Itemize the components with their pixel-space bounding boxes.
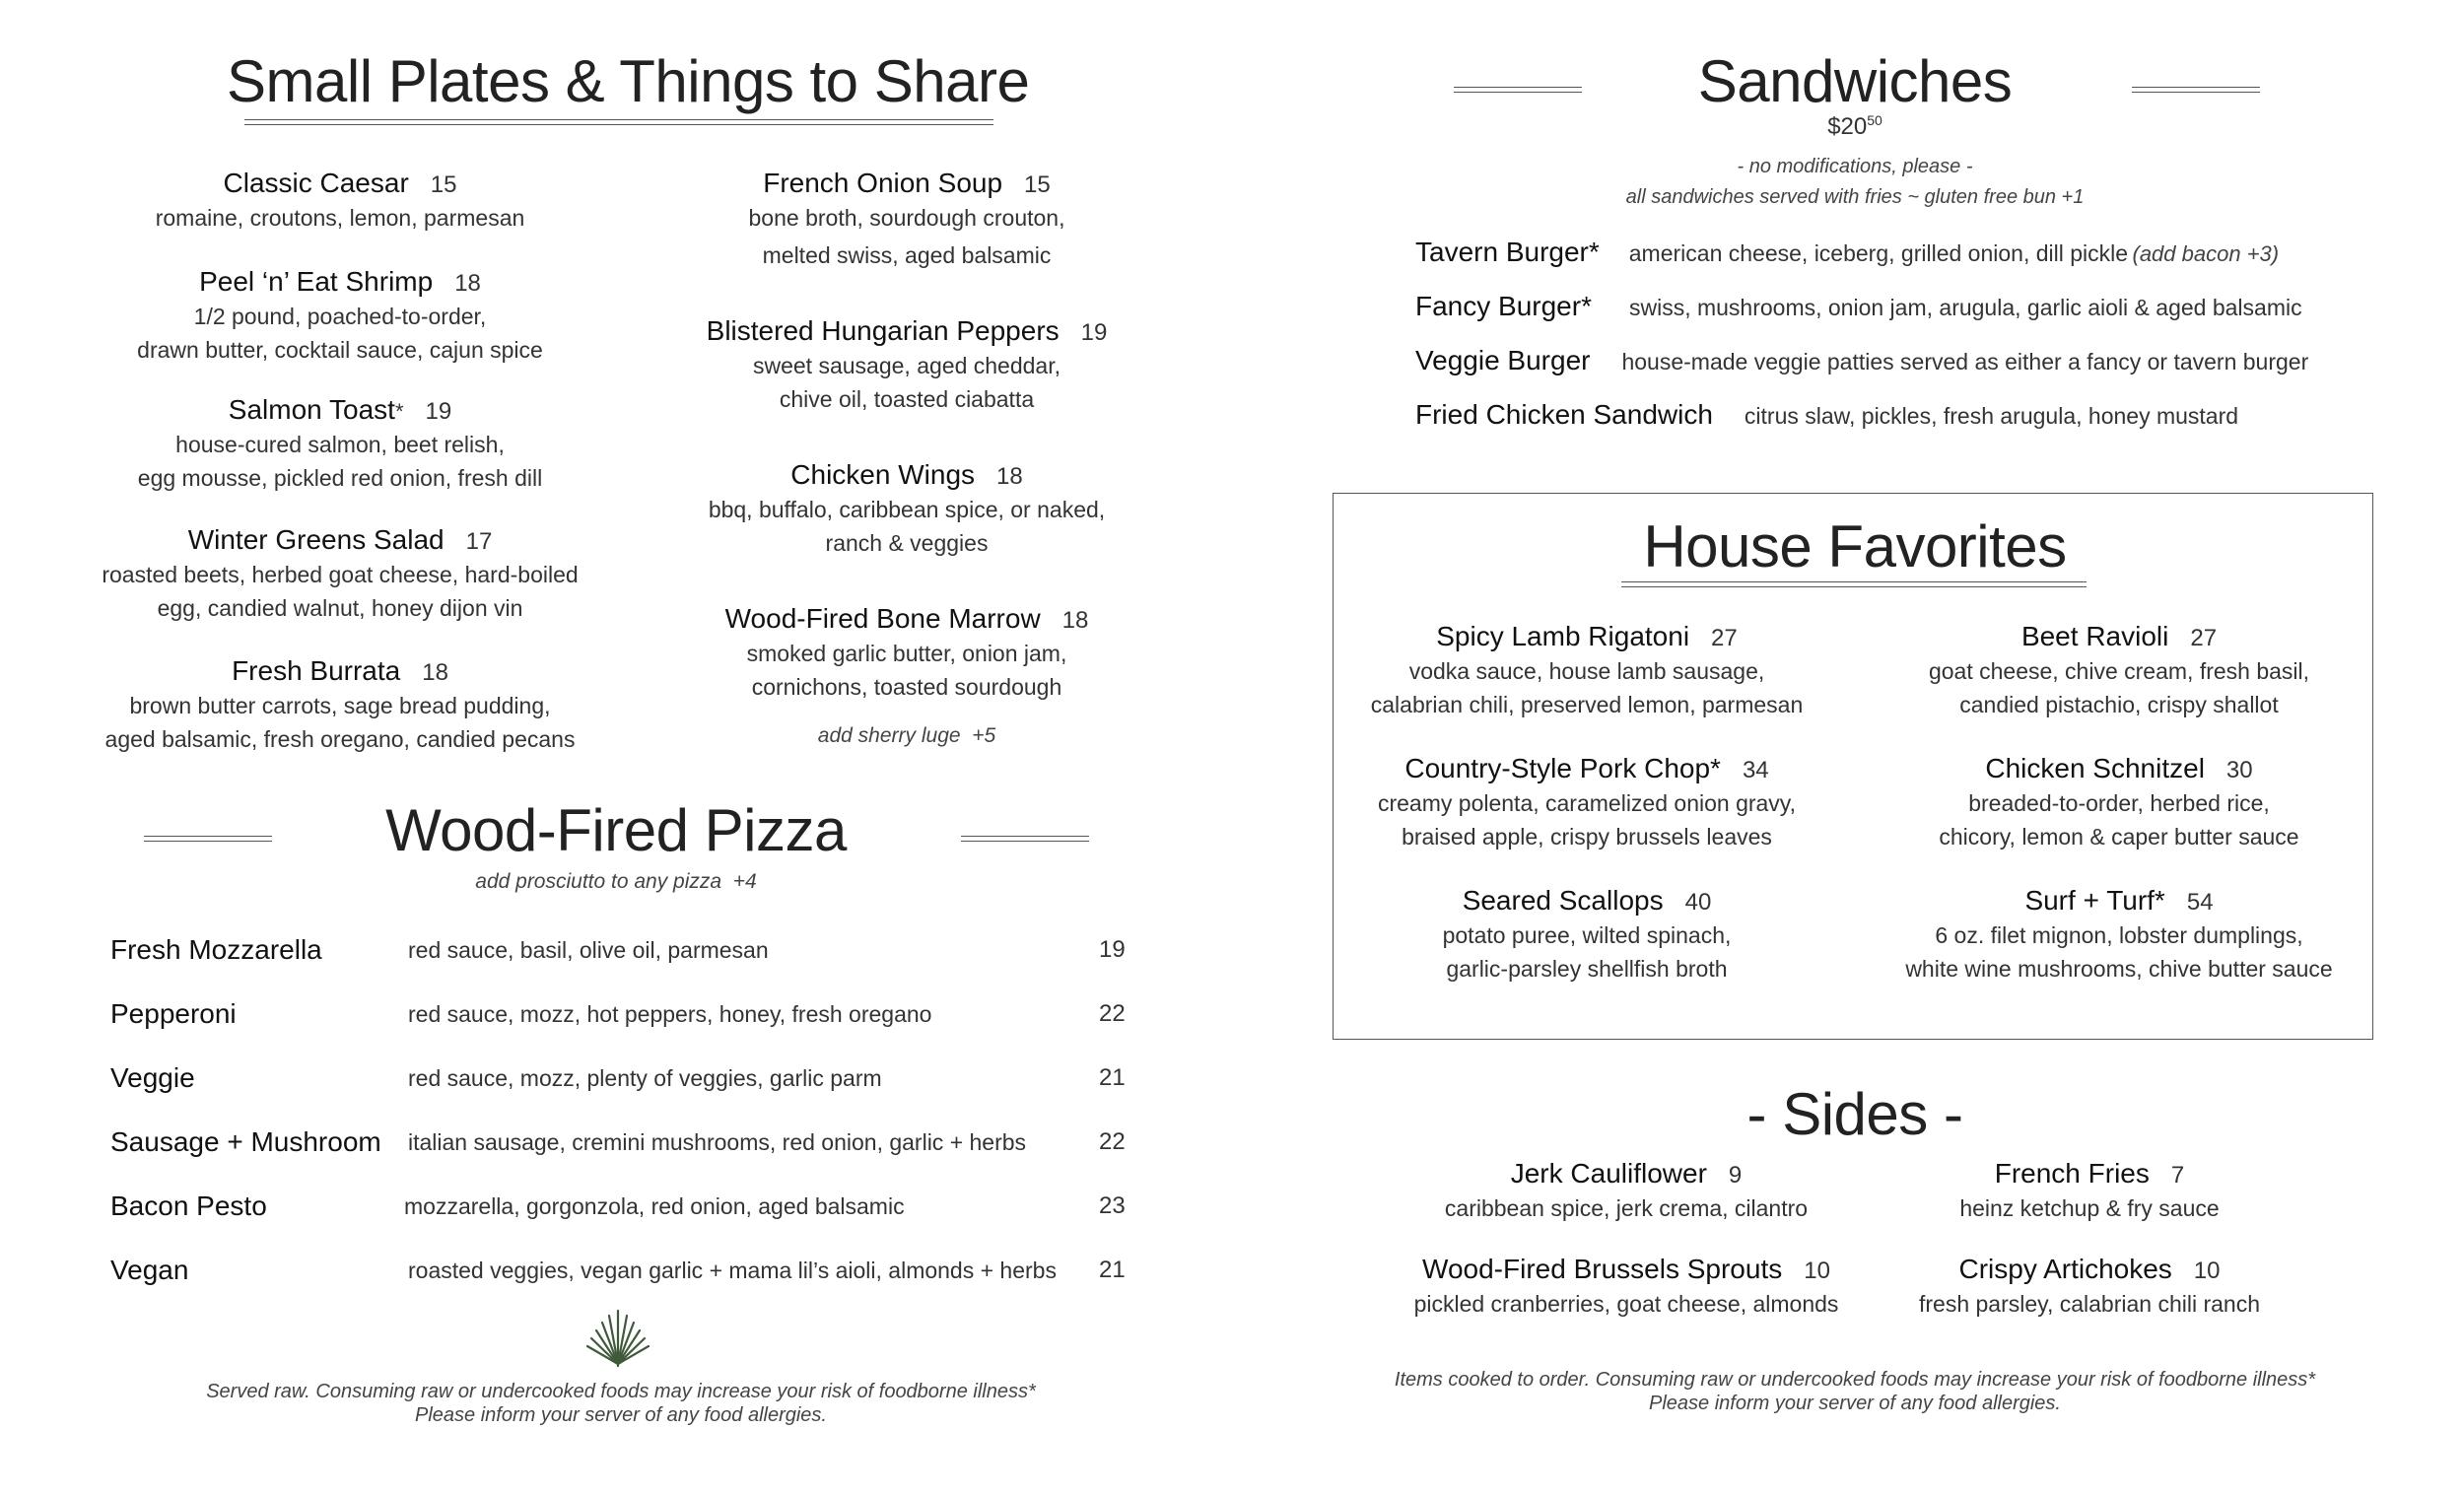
item-desc: brown butter carrots, sage bread pudding,	[129, 693, 551, 718]
item-name: Peel ‘n’ Eat Shrimp	[199, 266, 434, 297]
menu-item-country-style-pork-chop	[1340, 753, 1833, 853]
menu-item-chicken-wings	[650, 459, 1163, 560]
item-desc: white wine mushrooms, chive butter sauce	[1905, 956, 2333, 982]
pizza-rule-left	[144, 836, 272, 842]
item-price: 18	[422, 659, 448, 686]
house-favorites-rule	[1621, 581, 2087, 587]
pizza-price: 21	[1099, 1064, 1126, 1091]
item-desc: roasted beets, herbed goat cheese, hard-boiled	[102, 562, 579, 587]
sandwiches-note-1: - no modifications, please -	[1737, 156, 1973, 177]
item-name: Surf + Turf*	[2024, 885, 2165, 916]
sandwich-name: Fried Chicken Sandwich	[1415, 399, 1713, 430]
item-name: Wood-Fired Brussels Sprouts	[1422, 1254, 1783, 1284]
item-desc: bbq, buffalo, caribbean spice, or naked,	[708, 497, 1106, 522]
item-name: Wood-Fired Bone Marrow	[724, 603, 1041, 634]
item-desc: house-cured salmon, beet relish,	[175, 432, 505, 457]
palm-frond-icon	[583, 1307, 652, 1368]
menu-item-spicy-lamb-rigatoni	[1340, 621, 1833, 721]
pizza-price: 22	[1099, 1128, 1126, 1155]
item-price: 10	[2193, 1258, 2221, 1284]
pizza-name: Vegan	[110, 1255, 189, 1285]
sandwich-name: Fancy Burger*	[1415, 291, 1592, 321]
item-price: 34	[1742, 757, 1769, 783]
footer-line: Served raw. Consuming raw or undercooked foods may increase your risk of foodborne illness*	[206, 1381, 1036, 1402]
pizza-desc: mozzarella, gorgonzola, red onion, aged balsamic	[404, 1193, 905, 1219]
item-price: 54	[2186, 889, 2214, 916]
item-desc: goat cheese, chive cream, fresh basil,	[1928, 658, 2310, 684]
sandwiches-title: Sandwiches	[1697, 48, 2013, 114]
pizza-row	[110, 1062, 1126, 1102]
small-plates-title: Small Plates & Things to Share	[227, 48, 1030, 114]
item-desc: drawn butter, cocktail sauce, cajun spice	[137, 337, 543, 363]
pizza-rule-right	[961, 836, 1089, 842]
item-desc: chive oil, toasted ciabatta	[779, 386, 1035, 412]
item-name: Winter Greens Salad	[187, 524, 445, 555]
menu-item-blistered-hungarian-peppers	[650, 315, 1163, 416]
pizza-row	[110, 1190, 1126, 1230]
item-desc: bone broth, sourdough crouton,	[748, 205, 1065, 231]
small-plates-title-rule	[244, 119, 993, 125]
item-desc: egg mousse, pickled red onion, fresh dill	[137, 465, 543, 491]
item-desc: egg, candied walnut, honey dijon vin	[157, 595, 523, 621]
item-price: 18	[996, 463, 1023, 490]
item-name: Fresh Burrata	[232, 655, 401, 686]
item-desc: chicory, lemon & caper butter sauce	[1939, 824, 2299, 850]
item-price: 9	[1728, 1162, 1743, 1189]
item-desc: calabrian chili, preserved lemon, parmesan	[1370, 692, 1804, 717]
item-desc: vodka sauce, house lamb sausage,	[1408, 658, 1765, 684]
item-price: 19	[1080, 319, 1108, 346]
pizza-title: Wood-Fired Pizza	[385, 797, 847, 863]
item-price: 17	[465, 528, 493, 555]
item-desc: cornichons, toasted sourdough	[751, 674, 1062, 700]
pizza-price: 21	[1099, 1257, 1126, 1283]
footer-line: Please inform your server of any food allergies.	[1649, 1393, 2061, 1414]
sandwich-extra: (add bacon +3)	[2132, 241, 2280, 266]
footer-line: Please inform your server of any food allergies.	[415, 1404, 827, 1426]
item-desc: candied pistachio, crispy shallot	[1959, 692, 2279, 717]
item-desc: smoked garlic butter, onion jam,	[746, 641, 1067, 666]
sandwich-name: Veggie Burger	[1415, 345, 1591, 375]
item-desc: creamy polenta, caramelized onion gravy,	[1377, 790, 1796, 816]
footer-line: Items cooked to order. Consuming raw or undercooked foods may increase your risk of foodborne illness*	[1394, 1369, 2316, 1391]
sandwich-desc: house-made veggie patties served as either a fancy or tavern burger	[1621, 349, 2309, 374]
pizza-subtitle	[320, 870, 912, 894]
item-desc: garlic-parsley shellfish broth	[1446, 956, 1728, 982]
item-name: Jerk Cauliflower	[1510, 1158, 1707, 1189]
sandwich-name: Tavern Burger*	[1415, 237, 1600, 267]
item-name: Seared Scallops	[1462, 885, 1664, 916]
item-name: Salmon Toast	[228, 394, 395, 425]
menu-item-seared-scallops	[1340, 885, 1833, 986]
item-price: 7	[2170, 1162, 2185, 1189]
pizza-subtitle-price: +4	[732, 870, 757, 893]
sandwich-row	[1415, 291, 2302, 330]
price-dollars: $20	[1827, 113, 1868, 140]
sandwich-row	[1415, 237, 2279, 276]
pizza-name: Bacon Pesto	[110, 1190, 267, 1221]
item-desc: romaine, croutons, lemon, parmesan	[155, 205, 525, 231]
sandwiches-rule-right	[2132, 87, 2260, 93]
menu-item-crispy-artichokes	[1843, 1254, 2336, 1321]
item-desc: 6 oz. filet mignon, lobster dumplings,	[1935, 922, 2303, 948]
menu-item-peel-n-eat-shrimp	[89, 266, 591, 367]
menu-item-winter-greens-salad	[89, 524, 591, 625]
pizza-desc: roasted veggies, vegan garlic + mama lil’s aioli, almonds + herbs	[408, 1258, 1057, 1283]
addon-label: add sherry luge	[817, 724, 961, 747]
item-desc: heinz ketchup & fry sauce	[1959, 1195, 2220, 1221]
pizza-name: Sausage + Mushroom	[110, 1126, 381, 1157]
pizza-row	[110, 1255, 1126, 1294]
sandwiches-rule-left	[1454, 87, 1582, 93]
item-name: French Fries	[1994, 1158, 2150, 1189]
item-price: 27	[2190, 625, 2218, 651]
pizza-name: Fresh Mozzarella	[110, 934, 322, 965]
item-desc: pickled cranberries, goat cheese, almonds	[1413, 1291, 1839, 1317]
sandwich-desc: swiss, mushrooms, onion jam, arugula, garlic aioli & aged balsamic	[1628, 295, 2302, 320]
addon-price: +5	[972, 724, 996, 747]
item-price: 10	[1804, 1258, 1830, 1284]
pizza-row	[110, 1126, 1126, 1166]
sandwich-row	[1415, 399, 2238, 439]
item-desc: potato puree, wilted spinach,	[1442, 922, 1732, 948]
item-price: 18	[454, 270, 481, 297]
sandwiches-note-2: all sandwiches served with fries ~ gluten free bun +1	[1625, 186, 2085, 208]
menu-item-french-fries	[1843, 1158, 2336, 1225]
menu-item-wood-fired-bone-marrow	[650, 603, 1163, 704]
item-name: Crispy Artichokes	[1958, 1254, 2172, 1284]
right-footer-note	[1362, 1368, 2348, 1415]
item-name: Country-Style Pork Chop*	[1404, 753, 1721, 783]
pizza-price: 23	[1099, 1192, 1126, 1219]
item-name: Chicken Wings	[790, 459, 976, 490]
item-price: 40	[1684, 889, 1712, 916]
item-price: 19	[425, 398, 452, 425]
item-desc: braised apple, crispy brussels leaves	[1402, 824, 1772, 850]
sherry-luge-addon	[650, 724, 1163, 748]
item-desc: aged balsamic, fresh oregano, candied pecans	[104, 726, 576, 752]
item-name: Chicken Schnitzel	[1985, 753, 2205, 783]
sandwiches-price	[1658, 112, 2052, 141]
item-name: Blistered Hungarian Peppers	[706, 315, 1060, 346]
sides-title: - Sides -	[1746, 1081, 1963, 1147]
pizza-row	[110, 998, 1126, 1038]
item-price: 27	[1711, 625, 1738, 651]
sandwich-row	[1415, 345, 2308, 384]
house-favorites-title: House Favorites	[1643, 513, 2067, 579]
price-cents: 50	[1867, 112, 1882, 128]
left-footer-note	[158, 1380, 1084, 1427]
item-desc: fresh parsley, calabrian chili ranch	[1918, 1291, 2260, 1317]
pizza-subtitle-text: add prosciutto to any pizza	[475, 870, 722, 893]
pizza-desc: italian sausage, cremini mushrooms, red onion, garlic + herbs	[408, 1129, 1027, 1155]
sandwich-desc: citrus slaw, pickles, fresh arugula, honey mustard	[1744, 403, 2239, 429]
item-desc: breaded-to-order, herbed rice,	[1968, 790, 2270, 816]
menu-item-jerk-cauliflower	[1380, 1158, 1873, 1225]
pizza-price: 19	[1099, 936, 1126, 963]
item-desc: 1/2 pound, poached-to-order,	[193, 304, 487, 329]
item-desc: ranch & veggies	[825, 530, 989, 556]
item-raw-mark: *	[394, 399, 404, 424]
item-name: Beet Ravioli	[2020, 621, 2169, 651]
menu-item-beet-ravioli	[1873, 621, 2365, 721]
pizza-name: Pepperoni	[110, 998, 237, 1029]
menu-item-french-onion-soup	[650, 168, 1163, 272]
item-price: 30	[2225, 757, 2253, 783]
menu-item-fresh-burrata	[89, 655, 591, 756]
menu-item-wood-fired-brussels-sprouts	[1380, 1254, 1873, 1321]
pizza-desc: red sauce, basil, olive oil, parmesan	[408, 937, 769, 963]
item-name: Classic Caesar	[223, 168, 409, 198]
pizza-row	[110, 934, 1126, 974]
pizza-desc: red sauce, mozz, plenty of veggies, garlic parm	[408, 1065, 882, 1091]
sandwich-desc: american cheese, iceberg, grilled onion, dill pickle	[1628, 240, 2129, 266]
item-price: 18	[1061, 607, 1089, 634]
menu-item-salmon-toast	[89, 394, 591, 495]
menu-item-surf-turf	[1873, 885, 2365, 986]
menu-item-chicken-schnitzel	[1873, 753, 2365, 853]
item-desc: caribbean spice, jerk crema, cilantro	[1444, 1195, 1809, 1221]
item-price: 15	[430, 171, 457, 198]
item-name: Spicy Lamb Rigatoni	[1436, 621, 1690, 651]
pizza-price: 22	[1099, 1000, 1126, 1027]
item-name: French Onion Soup	[763, 168, 1003, 198]
pizza-desc: red sauce, mozz, hot peppers, honey, fresh oregano	[408, 1001, 932, 1027]
item-price: 15	[1024, 171, 1051, 198]
item-desc: melted swiss, aged balsamic	[762, 242, 1052, 268]
item-desc: sweet sausage, aged cheddar,	[752, 353, 1061, 378]
menu-item-classic-caesar	[89, 168, 591, 235]
pizza-name: Veggie	[110, 1062, 195, 1093]
